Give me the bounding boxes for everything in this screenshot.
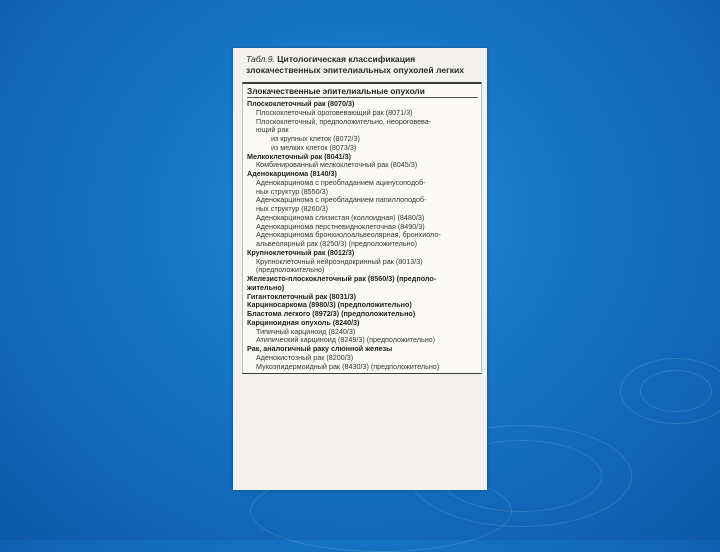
table-row: (предположительно): [256, 266, 325, 275]
table-title-text: Цитологическая классификация злокачественных эпителиальных опухолей легких: [246, 54, 465, 75]
table-row: Аденокарцинома (8140/3): [247, 170, 337, 178]
table-row: Карциноидная опухоль (8240/3): [247, 318, 360, 327]
table-row: Аденокистозный рак (8200/3): [256, 353, 354, 362]
table-row: Мукоэпидермоидный рак (8430/3) (предположительно): [256, 362, 440, 371]
table-row: Мелкоклеточный рак (8041/3): [247, 152, 351, 161]
table-row: Аденокарцинома слизистая (коллоидная) (8480/3): [256, 213, 425, 222]
table-row: Атипический карциноид (8249/3) (предположительно): [256, 336, 436, 345]
table-row: Железисто-плоскоклеточный рак (8560/3) (предполо-: [247, 275, 437, 283]
table-row: Крупноклеточный нейроэндокринный рак (8013/3): [256, 257, 423, 266]
document-page: [233, 48, 487, 490]
table-row: из мелких клеток (8073/3): [271, 143, 357, 152]
table-row: ных структур (8260/3): [256, 205, 328, 213]
table-row: Плоскоклеточный рак (8070/3): [247, 100, 355, 108]
table-row: Аденокарцинома перстневидноклеточная (8490/3): [256, 222, 425, 231]
table-row: жительно): [247, 283, 285, 292]
table-row: из крупных клеток (8072/3): [271, 135, 360, 143]
table-row: Бластома легкого (8972/3) (предположительно): [247, 310, 416, 318]
table-row: Крупноклеточный рак (8012/3): [247, 248, 355, 257]
document-title: [242, 54, 482, 76]
table-row: Рак, аналогичный раку слюнной железы: [247, 345, 393, 353]
table-row: альвеолярный рак (8250/3) (предположительно): [256, 240, 417, 248]
table-row: Типичный карциноид (8240/3): [256, 327, 356, 336]
table-row: Гигантоклеточный рак (8031/3): [247, 292, 356, 301]
table-row: Комбинированный мелкоклеточный рак (8045/3): [256, 161, 418, 170]
table-body: [247, 100, 478, 371]
table-number: Табл.9.: [246, 54, 275, 64]
table-row: Аденокарцинома с преобладанием ацинусоподоб-: [256, 178, 426, 187]
table-row: Карциносаркома (8980/3) (предположительно): [247, 301, 412, 310]
table-row: ющий рак: [256, 126, 289, 135]
table-header: Злокачественные эпителиальные опухоли: [247, 86, 478, 98]
table-row: Аденокарцинома бронхиолоальвеолярная, бронхиоло-: [256, 231, 441, 240]
table-row: Аденокарцинома с преобладанием папиллоподоб-: [256, 196, 427, 205]
table-row: Плоскоклеточный ороговевающий рак (8071/3): [256, 108, 413, 117]
table-row: Плоскоклеточный, предположительно, неороговева-: [256, 117, 432, 126]
table-row: ных структур (8550/3): [256, 187, 328, 196]
classification-table: [242, 82, 482, 374]
